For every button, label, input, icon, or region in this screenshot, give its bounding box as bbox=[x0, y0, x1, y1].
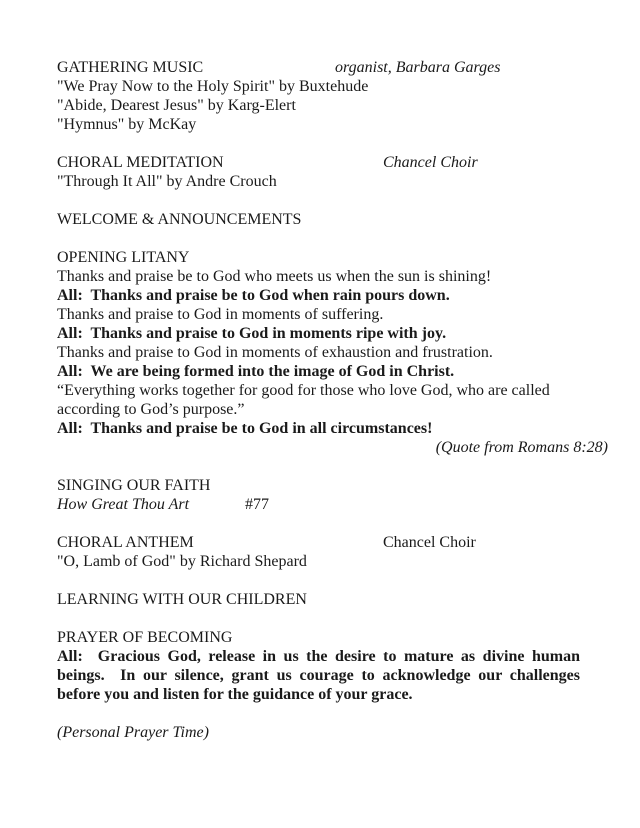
section-choral-anthem bbox=[57, 533, 580, 571]
personal-prayer-note: (Personal Prayer Time) bbox=[57, 724, 209, 741]
opening-litany-heading: OPENING LITANY bbox=[57, 249, 190, 266]
section-singing-our-faith bbox=[57, 476, 580, 514]
gathering-music-piece-2: "Abide, Dearest Jesus" by Karg-Elert bbox=[57, 97, 296, 114]
gathering-music-heading-row bbox=[57, 58, 580, 77]
section-welcome bbox=[57, 210, 580, 229]
litany-line-leader-2: Thanks and praise to God in moments of suffering. bbox=[57, 306, 384, 323]
litany-quote-line-2: according to God’s purpose.” bbox=[57, 401, 245, 418]
choral-anthem-heading-row bbox=[57, 533, 580, 552]
choral-anthem-credit: Chancel Choir bbox=[383, 534, 476, 551]
hymn-title: How Great Thou Art bbox=[57, 496, 190, 513]
litany-line-all-2: All: Thanks and praise to God in moments ripe with joy. bbox=[57, 325, 447, 342]
hymn-row bbox=[57, 495, 580, 514]
prayer-line-2: beings. In our silence, grant us courage to acknowledge our challenges bbox=[57, 667, 580, 684]
choral-anthem-piece: "O, Lamb of God" by Richard Shepard bbox=[57, 553, 307, 570]
litany-quote-line-1: “Everything works together for good for those who love God, who are called bbox=[57, 382, 550, 399]
gathering-music-credit: organist, Barbara Garges bbox=[335, 59, 501, 76]
litany-line-all-1: All: Thanks and praise be to God when rain pours down. bbox=[57, 287, 450, 304]
gathering-music-piece-1: "We Pray Now to the Holy Spirit" by Buxtehude bbox=[57, 78, 369, 95]
choral-meditation-heading-row bbox=[57, 153, 580, 172]
litany-line-all-4: All: Thanks and praise be to God in all circumstances! bbox=[57, 420, 433, 437]
hymn-number: #77 bbox=[245, 496, 269, 513]
section-opening-litany bbox=[57, 248, 608, 457]
litany-line-all-3: All: We are being formed into the image of God in Christ. bbox=[57, 363, 455, 380]
prayer-of-becoming-heading: PRAYER OF BECOMING bbox=[57, 629, 233, 646]
gathering-music-heading: GATHERING MUSIC bbox=[57, 59, 204, 76]
section-learning bbox=[57, 590, 580, 609]
learning-heading: LEARNING WITH OUR CHILDREN bbox=[57, 591, 307, 608]
litany-line-leader-3: Thanks and praise to God in moments of exhaustion and frustration. bbox=[57, 344, 493, 361]
section-prayer-of-becoming bbox=[57, 628, 580, 704]
litany-attribution: (Quote from Romans 8:28) bbox=[435, 439, 608, 456]
section-choral-meditation bbox=[57, 153, 580, 191]
choral-meditation-heading: CHORAL MEDITATION bbox=[57, 154, 224, 171]
choral-meditation-credit: Chancel Choir bbox=[383, 154, 478, 171]
choral-anthem-heading: CHORAL ANTHEM bbox=[57, 534, 194, 551]
choral-meditation-piece: "Through It All" by Andre Crouch bbox=[57, 173, 277, 190]
prayer-line-3: before you and listen for the guidance of your grace. bbox=[57, 686, 413, 703]
section-gathering-music bbox=[57, 58, 580, 134]
prayer-line-1: All: Gracious God, release in us the desire to mature as divine human bbox=[57, 648, 580, 665]
litany-line-leader-1: Thanks and praise be to God who meets us when the sun is shining! bbox=[57, 268, 492, 285]
singing-our-faith-heading: SINGING OUR FAITH bbox=[57, 477, 211, 494]
welcome-heading: WELCOME & ANNOUNCEMENTS bbox=[57, 211, 302, 228]
gathering-music-piece-3: "Hymnus" by McKay bbox=[57, 116, 197, 133]
section-personal-prayer bbox=[57, 723, 580, 742]
